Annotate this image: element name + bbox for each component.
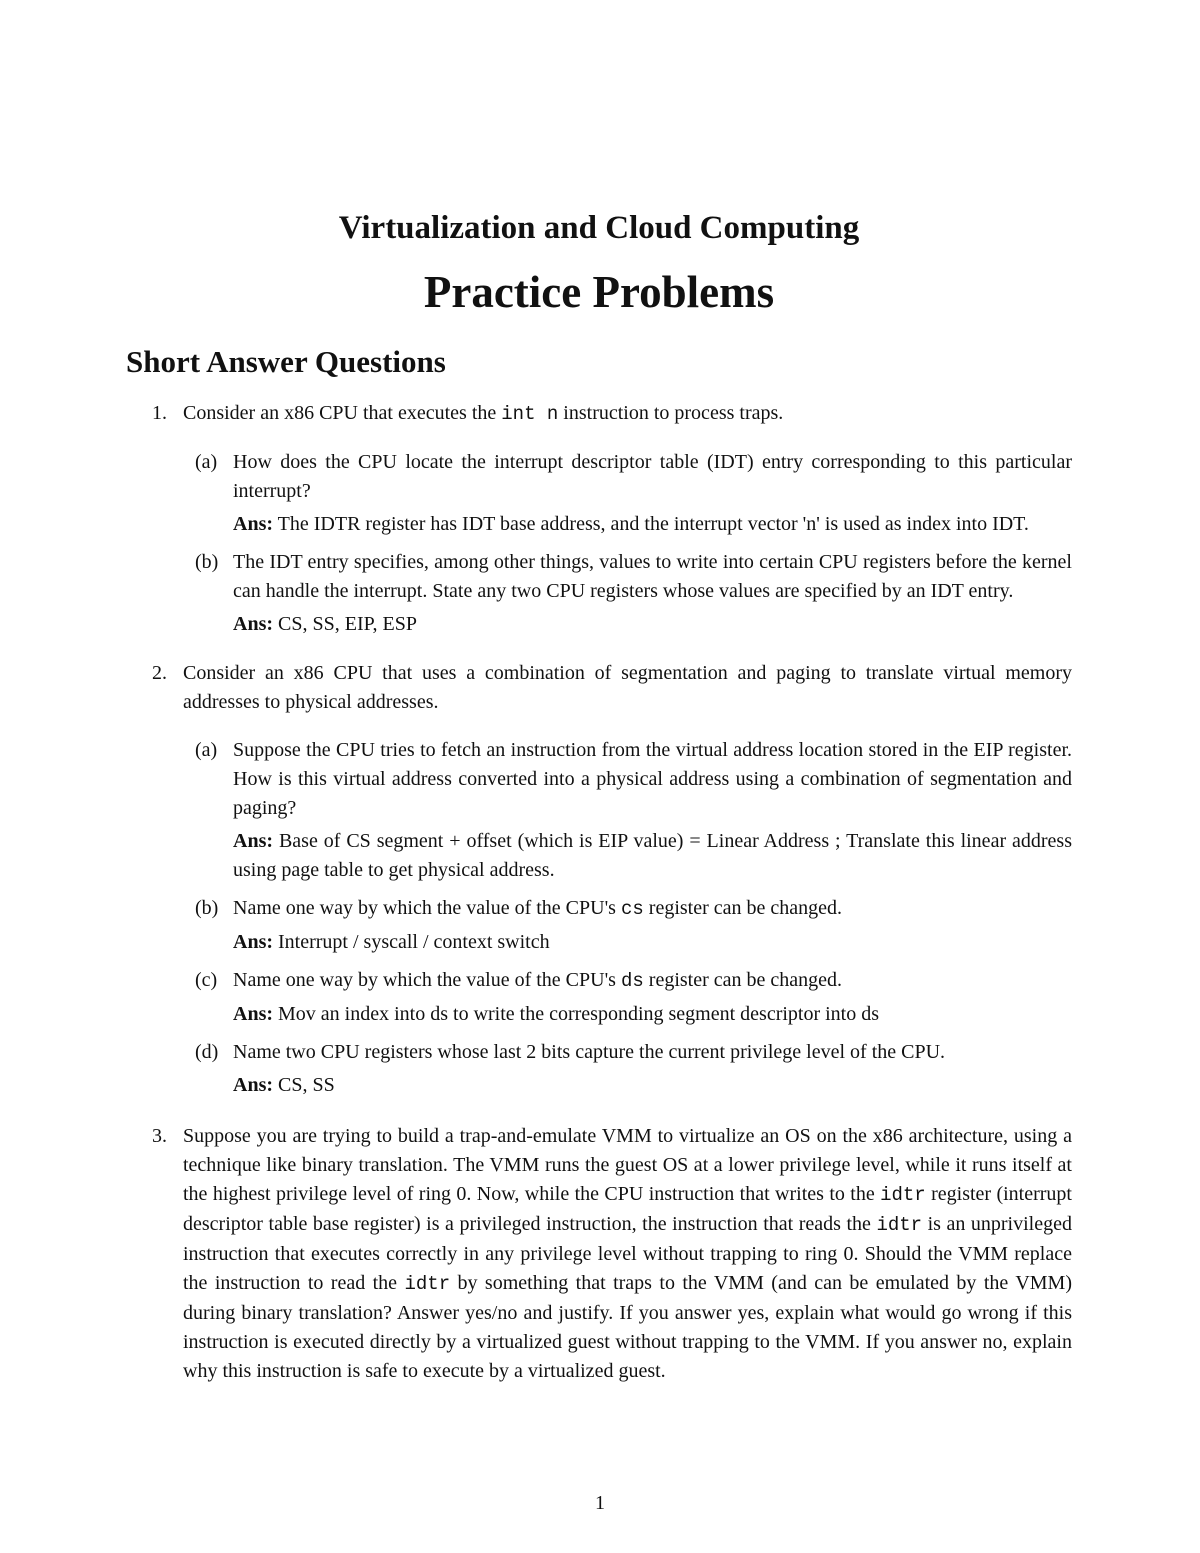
question-1a [183,448,1072,539]
part-text: Name one way by which the value of the CPU's ds register can be changed. [233,969,843,992]
document-title: Practice Problems [423,267,775,317]
inline-code: int n [501,403,559,425]
inline-code: ds [620,970,644,992]
answer-label: Ans: [233,931,274,953]
question-3 [126,1122,1072,1386]
inline-code: cs [620,898,644,920]
answer-text: Base of CS segment + offset (which is EIP value) = Linear Address ; Translate this linear address using page table to get physical address. [233,830,1073,881]
answer-text: CS, SS [278,1074,335,1096]
inline-code: idtr [876,1214,923,1236]
question-2c [183,966,1072,1029]
section-title: Short Answer Questions [126,344,446,379]
answer [233,1071,1072,1100]
course-title: Virtualization and Cloud Computing [338,210,860,246]
question-stem: Consider an x86 CPU that executes the int n instruction to process traps. [183,402,784,425]
question-stem: Consider an x86 CPU that uses a combination of segmentation and paging to translate virtual memory addresses to physical addresses. [183,662,1072,713]
part-text: How does the CPU locate the interrupt descriptor table (IDT) entry corresponding to this particular interrupt? [233,451,1072,502]
question-1b [183,548,1072,639]
answer-text: Mov an index into ds to write the corresponding segment descriptor into ds [278,1003,880,1025]
part-label: (a) [195,451,218,473]
question-number: 3. [152,1125,167,1147]
answer [233,928,1072,957]
answer-text: The IDTR register has IDT base address, and the interrupt vector 'n' is used as index into IDT. [277,513,1029,535]
part-text: Suppose the CPU tries to fetch an instruction from the virtual address location stored in the EIP register. How is this virtual address converted into a physical address using a combination of segmentation and paging? [233,739,1072,819]
answer [233,1000,1072,1029]
question-1 [126,399,1072,639]
part-label: (d) [195,1041,219,1063]
answer-text: CS, SS, EIP, ESP [278,613,417,635]
question-2d [183,1038,1072,1100]
answer-label: Ans: [233,1003,274,1025]
part-text: The IDT entry specifies, among other things, values to write into certain CPU registers before the kernel can handle the interrupt. State any two CPU registers whose values are specified by an IDT entry. [233,551,1072,602]
part-label: (c) [195,969,218,991]
part-label: (a) [195,739,218,761]
question-2 [126,659,1072,1100]
answer-label: Ans: [233,513,274,535]
answer [233,827,1072,885]
question-number: 1. [152,402,167,424]
page-content [126,206,1072,1386]
answer-label: Ans: [233,1074,274,1096]
inline-code: idtr [404,1273,451,1295]
question-2b [183,894,1072,957]
answer-text: Interrupt / syscall / context switch [278,931,550,953]
page-number: 1 [595,1492,605,1514]
answer [233,610,1072,639]
part-label: (b) [195,551,219,573]
part-text: Name one way by which the value of the CPU's cs register can be changed. [233,897,843,920]
part-label: (b) [195,897,219,919]
question-number: 2. [152,662,167,684]
answer [233,510,1072,539]
question-stem: Suppose you are trying to build a trap-and-emulate VMM to virtualize an OS on the x86 architecture, using a technique like binary translation. The VMM runs the guest OS at a lower privilege level, while it runs itself at the highest privilege level of ring 0. Now, while the CPU instruction that writes to the idtr register (interrupt descriptor table base register) is a privileged instruction, the instruction that reads the idtr is an unprivileged instruction that executes correctly in any privilege level without trapping to ring 0. Should the VMM replace the instruction to read the idtr by something that traps to the VMM (and can be emulated by the VMM) during binary translation? Answer yes/no and justify. If you answer yes, explain what would go wrong if this instruction is executed directly by a virtualized guest without trapping to the VMM. If you answer no, explain why this instruction is safe to execute by a virtualized guest. [183,1125,1073,1382]
inline-code: idtr [880,1184,926,1206]
answer-label: Ans: [233,613,274,635]
part-text: Name two CPU registers whose last 2 bits capture the current privilege level of the CPU. [233,1041,946,1063]
answer-label: Ans: [233,830,274,852]
question-2a [183,736,1072,885]
